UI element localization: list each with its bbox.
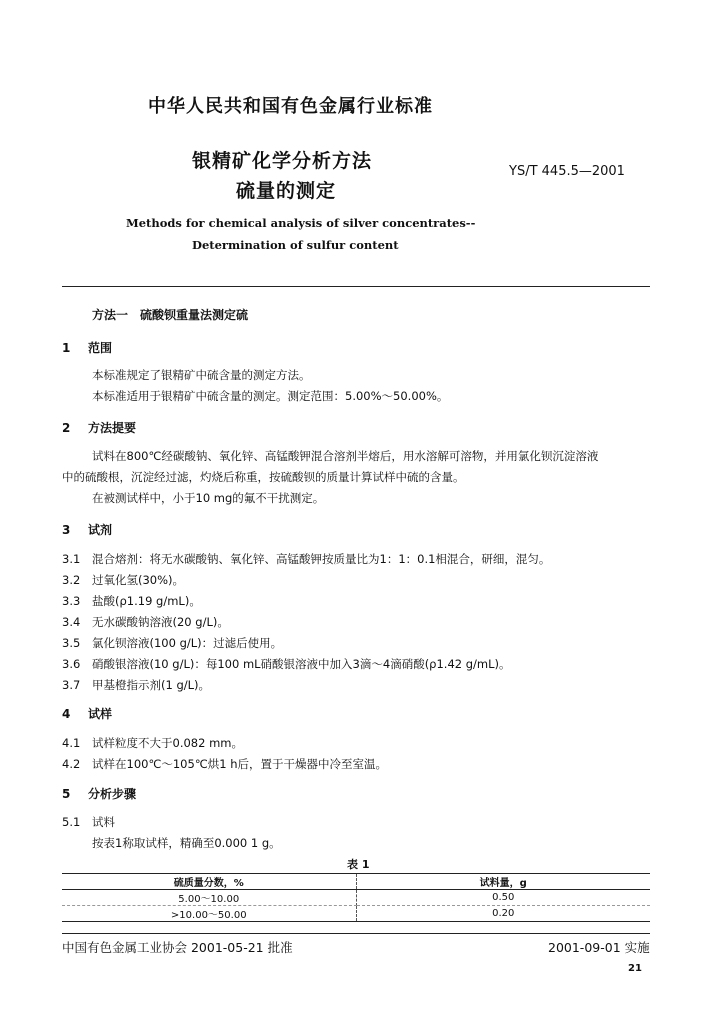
page-number: 21 xyxy=(628,963,642,974)
section-title: 范围 xyxy=(88,341,113,355)
title-en-line1: Methods for chemical analysis of silver concentrates-- xyxy=(126,216,476,230)
approval-info: 中国有色金属工业协会 2001-05-21 批准 xyxy=(62,940,293,955)
reagent-item xyxy=(62,572,184,588)
item-number: 3.5 xyxy=(62,636,81,650)
section-3-heading xyxy=(62,521,112,538)
section-2-para-1: 试料在800℃经碳酸钠、氧化锌、高锰酸钾混合溶剂半熔后，用水溶解可溶物，并用氯化钡沉淀溶液 xyxy=(92,449,599,463)
section-number: 5 xyxy=(62,787,71,801)
section-number: 2 xyxy=(62,421,71,435)
table-cell: 0.50 xyxy=(356,890,650,906)
section-5-heading xyxy=(62,785,136,802)
sample-item xyxy=(62,756,387,772)
table-cell: 5.00～10.00 xyxy=(62,890,356,906)
table-header-cell: 硫质量分数，% xyxy=(62,874,356,890)
item-number: 3.7 xyxy=(62,678,81,692)
section-title: 方法提要 xyxy=(88,421,137,435)
section-number: 1 xyxy=(62,341,71,355)
reagent-item xyxy=(62,593,201,609)
section-4-heading xyxy=(62,705,112,722)
item-text: 氯化钡溶液(100 g/L)：过滤后使用。 xyxy=(92,636,283,650)
table-row xyxy=(62,890,650,906)
item-number: 3.1 xyxy=(62,552,81,566)
table-header-row xyxy=(62,874,650,890)
header-divider xyxy=(62,286,650,287)
section-1-heading xyxy=(62,339,112,356)
section-2-para-2: 在被测试样中，小于10 mg的氟不干扰测定。 xyxy=(92,491,325,505)
item-text: 混合熔剂：将无水碳酸钠、氧化锌、高锰酸钾按质量比为1：1：0.1相混合，研细，混匀。 xyxy=(92,552,551,566)
section-1-para-1: 本标准规定了银精矿中硫含量的测定方法。 xyxy=(92,368,311,382)
table-1 xyxy=(62,873,650,922)
footer-divider xyxy=(62,933,650,934)
title-zh-line2: 硫量的测定 xyxy=(236,180,337,202)
item-number: 4.1 xyxy=(62,736,81,750)
section-2-heading xyxy=(62,419,136,436)
section-title: 试样 xyxy=(88,707,113,721)
table-row xyxy=(62,906,650,922)
item-number: 4.2 xyxy=(62,757,81,771)
table-cell: >10.00～50.00 xyxy=(62,906,356,922)
section-2-para-1-cont: 中的硫酸根，沉淀经过滤，灼烧后称重，按硫酸钡的质量计算试样中硫的含量。 xyxy=(62,470,465,484)
item-number: 3.4 xyxy=(62,615,81,629)
item-number: 3.2 xyxy=(62,573,81,587)
reagent-item xyxy=(62,614,229,630)
reagent-item xyxy=(62,635,282,651)
title-en-line2: Determination of sulfur content xyxy=(192,238,399,252)
item-text: 试样在100℃～105℃烘1 h后，置于干燥器中冷至室温。 xyxy=(92,757,387,771)
method-title: 方法一 硫酸钡重量法测定硫 xyxy=(92,308,249,322)
implementation-date: 2001-09-01 实施 xyxy=(548,940,650,955)
item-number: 5.1 xyxy=(62,815,81,829)
title-zh-line1: 银精矿化学分析方法 xyxy=(192,150,373,172)
item-text: 试料 xyxy=(92,815,115,829)
section-5-para-1: 按表1称取试样，精确至0.000 1 g。 xyxy=(92,836,281,850)
table-header-cell: 试料量，g xyxy=(356,874,650,890)
item-text: 硝酸银溶液(10 g/L)：每100 mL硝酸银溶液中加入3滴～4滴硝酸(ρ1.42 g/mL)。 xyxy=(92,657,511,671)
item-text: 过氧化氢(30%)。 xyxy=(92,573,185,587)
item-text: 无水碳酸钠溶液(20 g/L)。 xyxy=(92,615,229,629)
item-number: 3.6 xyxy=(62,657,81,671)
section-1-para-2: 本标准适用于银精矿中硫含量的测定。测定范围：5.00%～50.00%。 xyxy=(92,389,449,403)
sample-item xyxy=(62,735,243,751)
subsection-5-1-heading xyxy=(62,814,115,830)
reagent-item xyxy=(62,677,210,693)
item-text: 试样粒度不大于0.082 mm。 xyxy=(92,736,243,750)
item-text: 盐酸(ρ1.19 g/mL)。 xyxy=(92,594,201,608)
section-title: 分析步骤 xyxy=(88,787,137,801)
issuing-organization: 中华人民共和国有色金属行业标准 xyxy=(148,96,433,117)
reagent-item xyxy=(62,656,511,672)
section-title: 试剂 xyxy=(88,523,113,537)
item-text: 甲基橙指示剂(1 g/L)。 xyxy=(92,678,211,692)
item-number: 3.3 xyxy=(62,594,81,608)
table-cell: 0.20 xyxy=(356,906,650,922)
standard-number: YS/T 445.5—2001 xyxy=(509,164,625,179)
section-number: 4 xyxy=(62,707,71,721)
reagent-item xyxy=(62,551,550,567)
section-number: 3 xyxy=(62,523,71,537)
table-1-title: 表 1 xyxy=(347,858,370,871)
